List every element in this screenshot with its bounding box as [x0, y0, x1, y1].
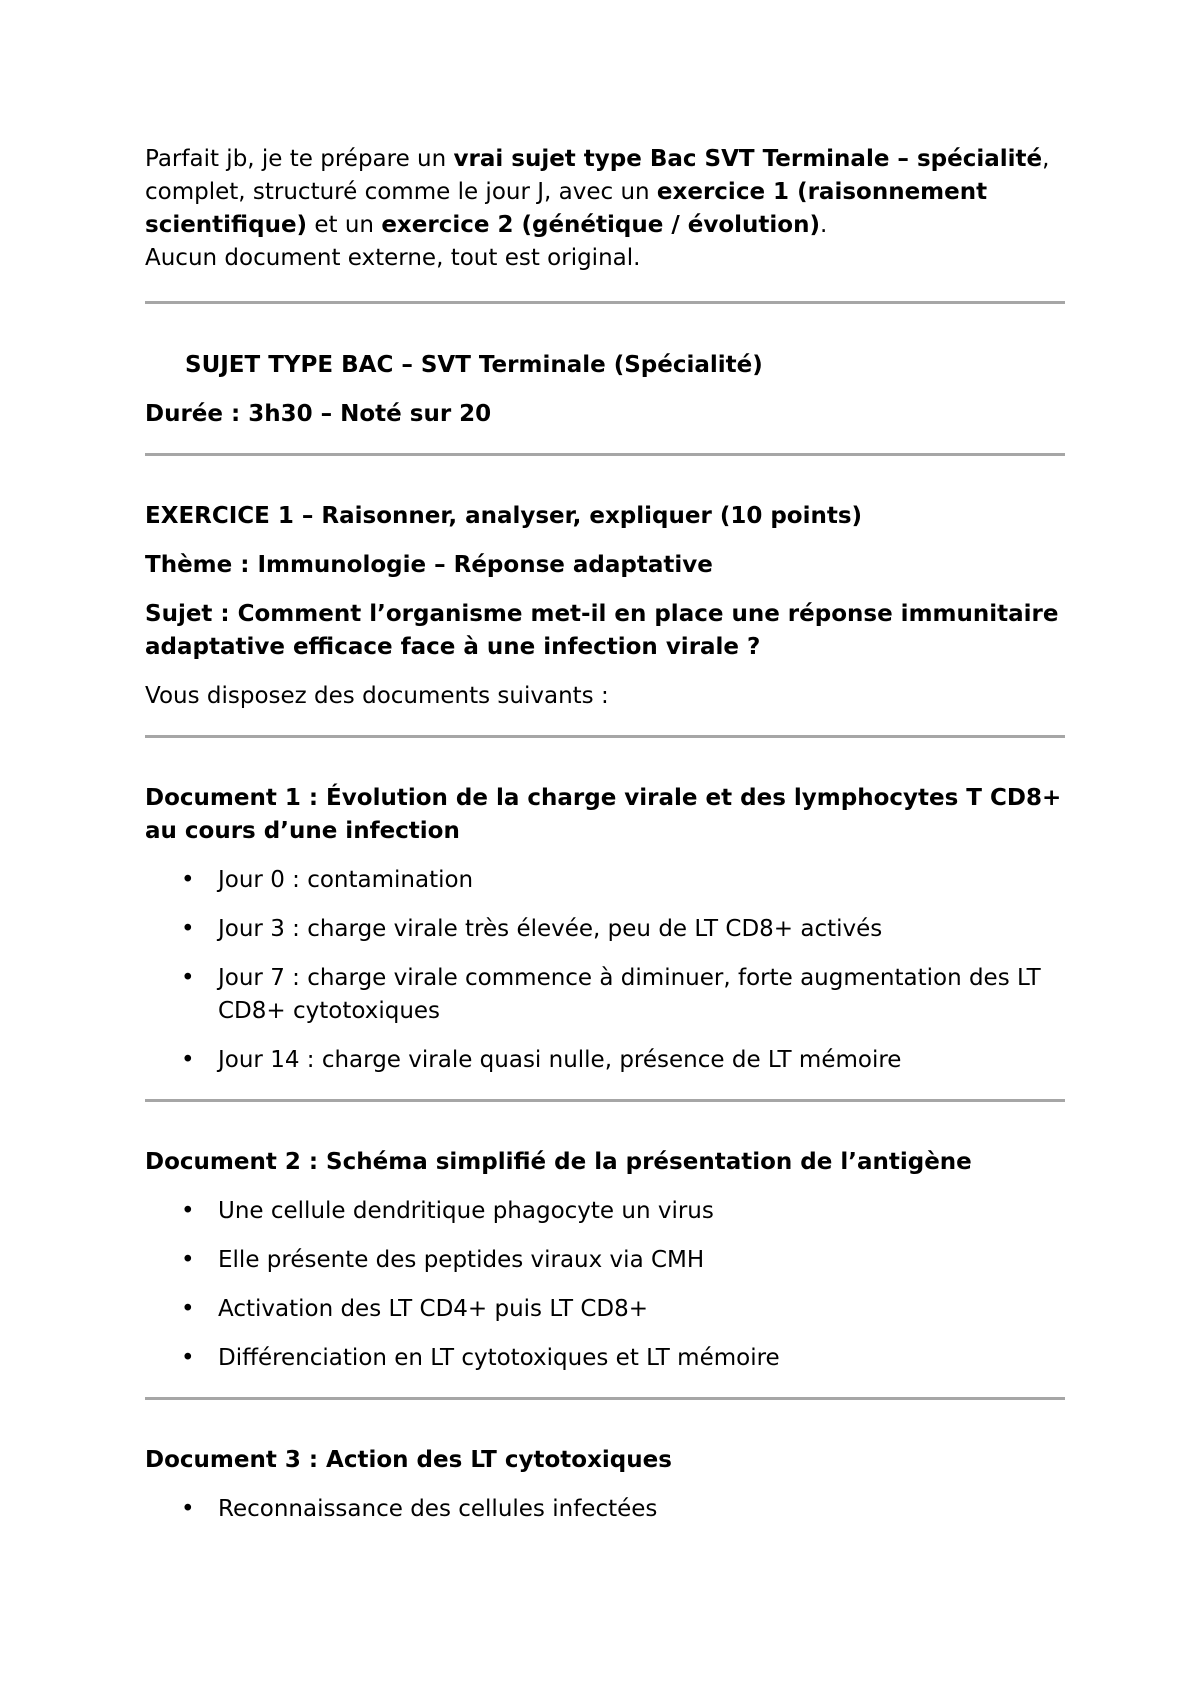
horizontal-rule	[145, 1099, 1065, 1102]
list-item-text: Une cellule dendritique phagocyte un virus	[218, 1198, 714, 1224]
documents-intro: Vous disposez des documents suivants :	[145, 683, 609, 709]
list-item-text: Jour 0 : contamination	[218, 867, 474, 893]
intro-bold-3: exercice 2 (génétique / évolution)	[381, 212, 820, 238]
intro-bold-2: exercice 1 (raisonnement scientifique)	[145, 179, 988, 238]
list-item	[145, 962, 1065, 1028]
intro-text-4: .	[819, 212, 828, 238]
document-1-list	[145, 864, 1065, 1077]
intro-text-2: , complet, structuré comme le jour J, avec un	[145, 146, 1050, 205]
list-item-text: Reconnaissance des cellules infectées	[218, 1496, 658, 1522]
intro-text-3: et un	[307, 212, 382, 238]
list-item	[145, 1493, 1065, 1526]
list-item-text: Activation des LT CD4+ puis LT CD8+	[218, 1296, 649, 1322]
document-3-list	[145, 1493, 1065, 1526]
intro-line-2: Aucun document externe, tout est original.	[145, 245, 641, 271]
bullet-icon: •	[181, 1296, 195, 1322]
document-2-list	[145, 1195, 1065, 1375]
list-item-text: Différenciation en LT cytotoxiques et LT mémoire	[218, 1345, 780, 1371]
bullet-icon: •	[181, 1047, 195, 1073]
exercise-1-theme: Thème : Immunologie – Réponse adaptative	[145, 552, 713, 578]
intro-text-1: Parfait jb, je te prépare un	[145, 146, 454, 172]
list-item	[145, 913, 1065, 946]
bullet-icon: •	[181, 1198, 195, 1224]
bullet-icon: •	[181, 965, 195, 991]
exercise-1-question: Sujet : Comment l’organisme met-il en place une réponse immunitaire adaptative efficace face à une infection virale ?	[145, 601, 1059, 660]
bullet-icon: •	[181, 867, 195, 893]
subject-title: SUJET TYPE BAC – SVT Terminale (Spécialité)	[185, 352, 763, 378]
intro-paragraph	[145, 143, 1065, 275]
duration-line: Durée : 3h30 – Noté sur 20	[145, 401, 492, 427]
horizontal-rule	[145, 735, 1065, 738]
list-item	[145, 864, 1065, 897]
document-1-title: Document 1 : Évolution de la charge virale et des lymphocytes T CD8+ au cours d’une infection	[145, 785, 1062, 844]
list-item	[145, 1342, 1065, 1375]
list-item	[145, 1044, 1065, 1077]
list-item	[145, 1195, 1065, 1228]
list-item-text: Jour 7 : charge virale commence à diminuer, forte augmentation des LT CD8+ cytotoxiques	[218, 965, 1041, 1024]
bullet-icon: •	[181, 1345, 195, 1371]
horizontal-rule	[145, 453, 1065, 456]
exercise-1-title: EXERCICE 1 – Raisonner, analyser, expliquer (10 points)	[145, 503, 863, 529]
document-page	[145, 143, 1065, 1526]
list-item-text: Jour 3 : charge virale très élevée, peu de LT CD8+ activés	[218, 916, 883, 942]
list-item	[145, 1293, 1065, 1326]
document-2-title: Document 2 : Schéma simplifié de la présentation de l’antigène	[145, 1149, 972, 1175]
intro-bold-1: vrai sujet type Bac SVT Terminale – spécialité	[453, 146, 1043, 172]
list-item-text: Elle présente des peptides viraux via CMH	[218, 1247, 705, 1273]
list-item	[145, 1244, 1065, 1277]
list-item-text: Jour 14 : charge virale quasi nulle, présence de LT mémoire	[218, 1047, 902, 1073]
horizontal-rule	[145, 301, 1065, 304]
document-3-title: Document 3 : Action des LT cytotoxiques	[145, 1447, 672, 1473]
bullet-icon: •	[181, 1496, 195, 1522]
bullet-icon: •	[181, 916, 195, 942]
horizontal-rule	[145, 1397, 1065, 1400]
bullet-icon: •	[181, 1247, 195, 1273]
